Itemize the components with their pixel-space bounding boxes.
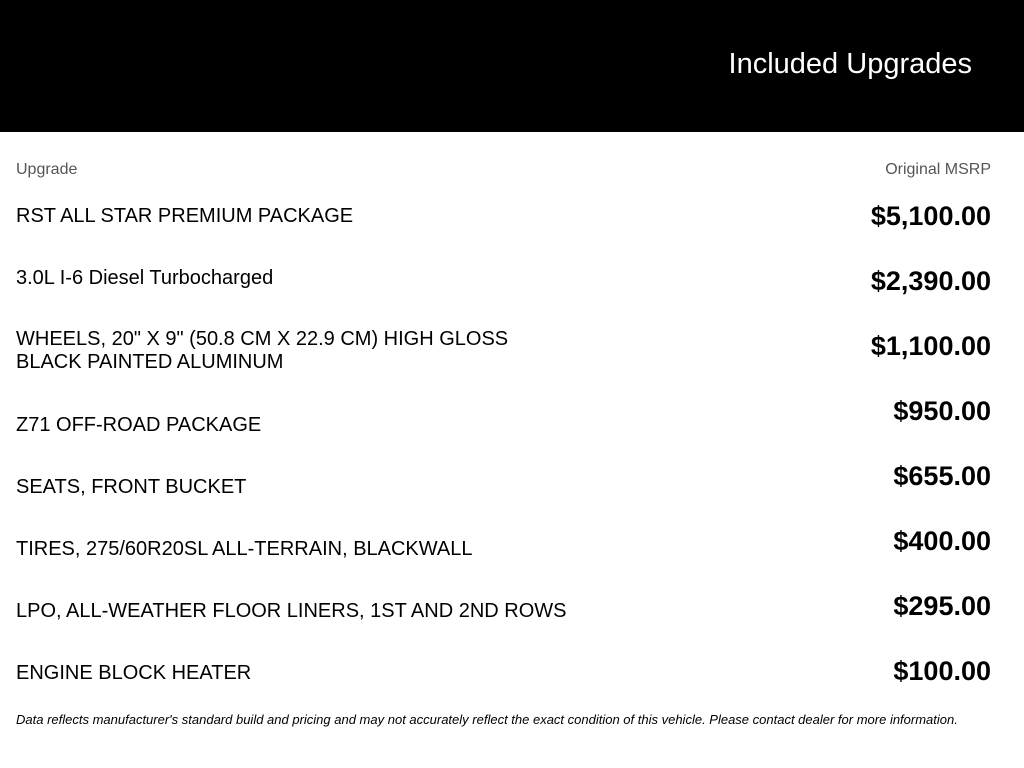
upgrade-price: $5,100.00 (870, 201, 991, 231)
upgrade-price: $950.00 (893, 396, 991, 426)
upgrade-price: $1,100.00 (870, 331, 991, 361)
page-title: Included Upgrades (728, 48, 972, 80)
upgrade-price: $655.00 (893, 461, 991, 491)
upgrade-name: LPO, ALL-WEATHER FLOOR LINERS, 1ST AND 2ND ROWS (16, 600, 567, 622)
column-header-msrp: Original MSRP (885, 161, 991, 178)
page-header (0, 0, 1024, 132)
upgrade-name: 3.0L I-6 Diesel Turbocharged (16, 267, 274, 289)
upgrade-price: $295.00 (893, 591, 991, 621)
upgrade-price: $400.00 (893, 526, 991, 556)
disclaimer-text: Data reflects manufacturer's standard build and pricing and may not accurately reflect the exact condition of this vehicle. Please contact dealer for more information. (16, 712, 958, 727)
upgrade-price: $2,390.00 (870, 266, 991, 296)
upgrade-name: TIRES, 275/60R20SL ALL-TERRAIN, BLACKWALL (16, 538, 473, 560)
upgrade-name: ENGINE BLOCK HEATER (16, 662, 252, 684)
upgrade-price: $100.00 (893, 656, 991, 686)
upgrade-name: SEATS, FRONT BUCKET (16, 476, 247, 498)
column-header-upgrade: Upgrade (16, 161, 78, 178)
upgrade-name: WHEELS, 20" X 9" (50.8 CM X 22.9 CM) HIGH GLOSS BLACK PAINTED ALUMINUM (16, 328, 509, 373)
upgrade-name: Z71 OFF-ROAD PACKAGE (16, 414, 262, 436)
upgrade-name: RST ALL STAR PREMIUM PACKAGE (16, 205, 354, 227)
